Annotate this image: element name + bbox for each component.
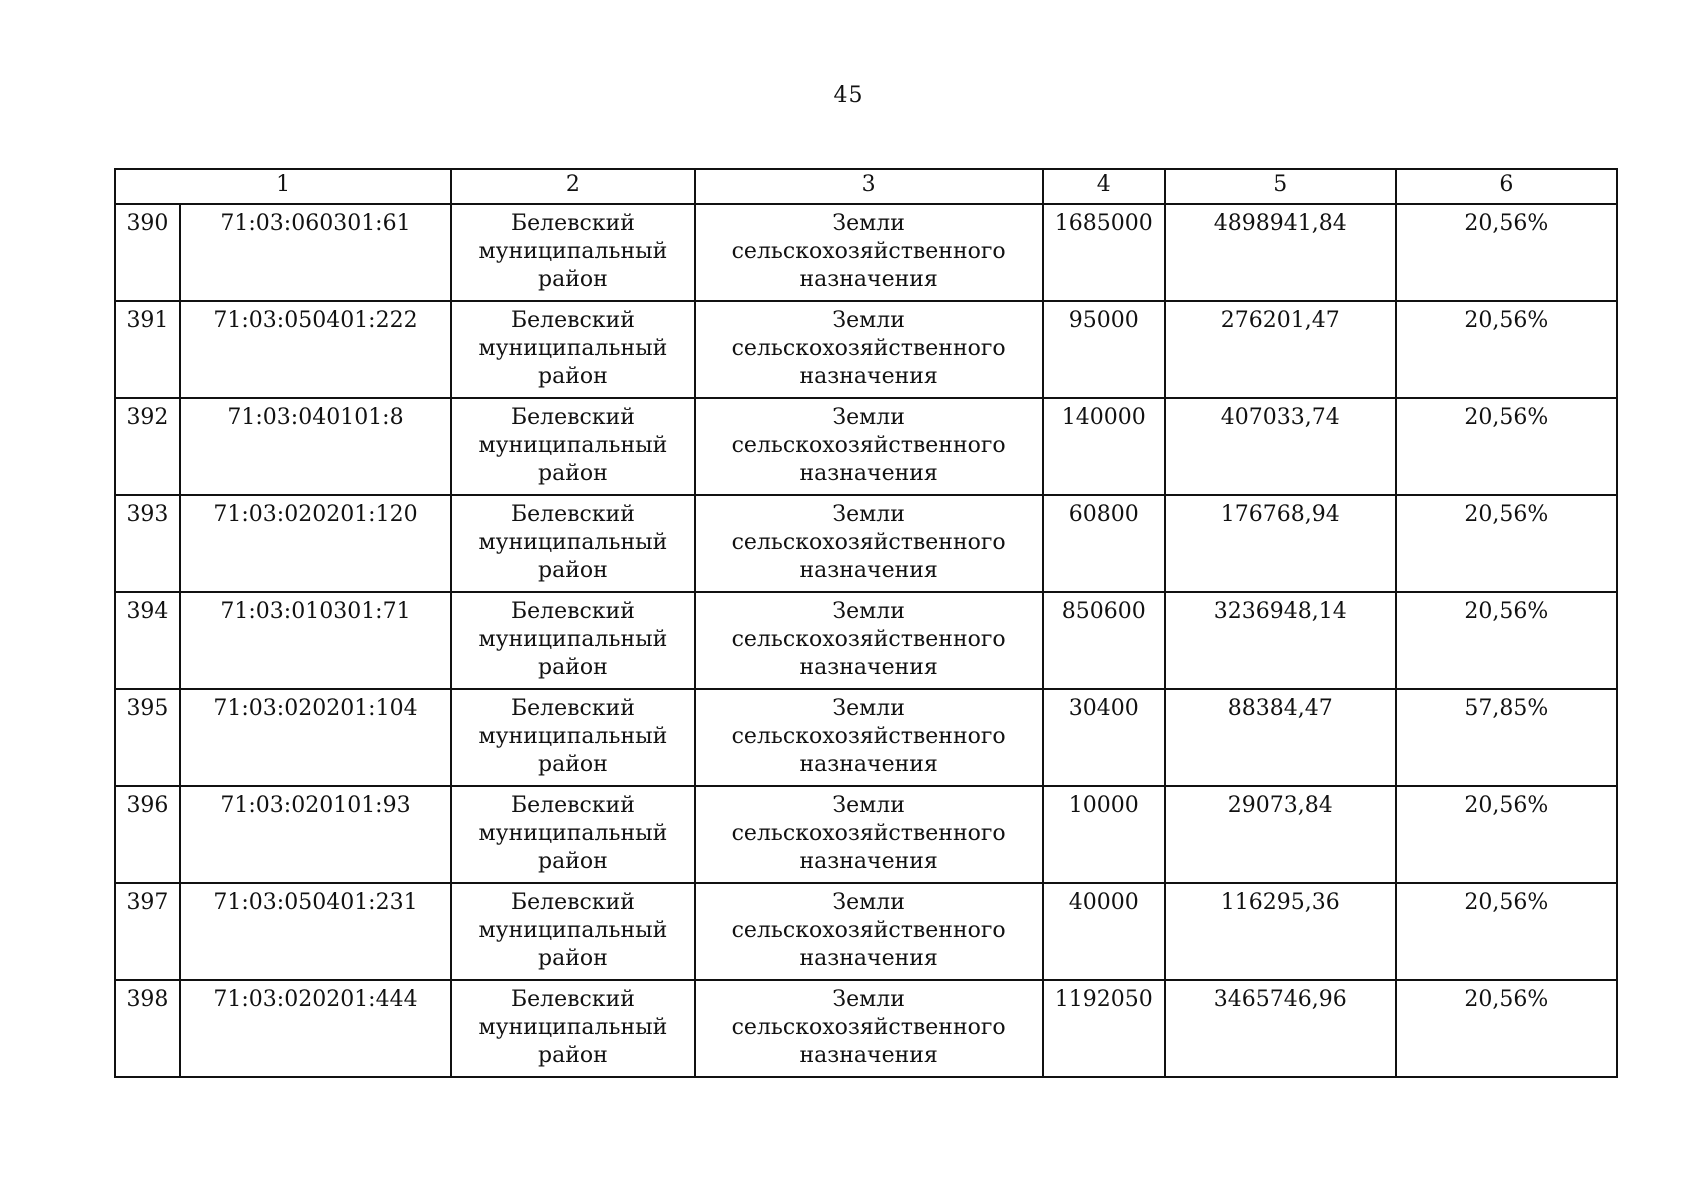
municipality: Белевский муниципальный район <box>451 786 695 883</box>
table-row <box>115 204 1617 301</box>
cadastral-value: 29073,84 <box>1165 786 1396 883</box>
row-number: 398 <box>115 980 180 1077</box>
row-number: 392 <box>115 398 180 495</box>
municipality: Белевский муниципальный район <box>451 980 695 1077</box>
column-header-3: 3 <box>695 169 1043 204</box>
percent: 20,56% <box>1396 204 1617 301</box>
cadastral-number: 71:03:050401:231 <box>180 883 451 980</box>
row-number: 393 <box>115 495 180 592</box>
land-category: Земли сельскохозяйственного назначения <box>695 592 1043 689</box>
municipality: Белевский муниципальный район <box>451 301 695 398</box>
row-number: 394 <box>115 592 180 689</box>
table-row <box>115 786 1617 883</box>
area: 1685000 <box>1043 204 1165 301</box>
cadastral-number: 71:03:020201:120 <box>180 495 451 592</box>
cadastral-number: 71:03:020201:104 <box>180 689 451 786</box>
table-row <box>115 495 1617 592</box>
municipality: Белевский муниципальный район <box>451 592 695 689</box>
page-number: 45 <box>833 83 864 108</box>
land-plots-table <box>114 168 1618 1078</box>
municipality: Белевский муниципальный район <box>451 204 695 301</box>
column-header-6: 6 <box>1396 169 1617 204</box>
column-header-1: 1 <box>115 169 451 204</box>
cadastral-number: 71:03:050401:222 <box>180 301 451 398</box>
cadastral-value: 3236948,14 <box>1165 592 1396 689</box>
cadastral-number: 71:03:040101:8 <box>180 398 451 495</box>
row-number: 396 <box>115 786 180 883</box>
municipality: Белевский муниципальный район <box>451 495 695 592</box>
area: 30400 <box>1043 689 1165 786</box>
cadastral-value: 4898941,84 <box>1165 204 1396 301</box>
row-number: 395 <box>115 689 180 786</box>
column-header-2: 2 <box>451 169 695 204</box>
column-header-5: 5 <box>1165 169 1396 204</box>
table-row <box>115 883 1617 980</box>
table-row <box>115 592 1617 689</box>
cadastral-number: 71:03:060301:61 <box>180 204 451 301</box>
cadastral-number: 71:03:020201:444 <box>180 980 451 1077</box>
percent: 20,56% <box>1396 495 1617 592</box>
table-row <box>115 980 1617 1077</box>
land-category: Земли сельскохозяйственного назначения <box>695 495 1043 592</box>
cadastral-value: 176768,94 <box>1165 495 1396 592</box>
percent: 20,56% <box>1396 398 1617 495</box>
cadastral-number: 71:03:020101:93 <box>180 786 451 883</box>
cadastral-value: 88384,47 <box>1165 689 1396 786</box>
percent: 20,56% <box>1396 883 1617 980</box>
cadastral-value: 407033,74 <box>1165 398 1396 495</box>
land-category: Земли сельскохозяйственного назначения <box>695 883 1043 980</box>
percent: 57,85% <box>1396 689 1617 786</box>
area: 140000 <box>1043 398 1165 495</box>
row-number: 391 <box>115 301 180 398</box>
column-header-4: 4 <box>1043 169 1165 204</box>
land-category: Земли сельскохозяйственного назначения <box>695 689 1043 786</box>
municipality: Белевский муниципальный район <box>451 883 695 980</box>
row-number: 390 <box>115 204 180 301</box>
table-row <box>115 689 1617 786</box>
percent: 20,56% <box>1396 301 1617 398</box>
table-row <box>115 301 1617 398</box>
cadastral-value: 276201,47 <box>1165 301 1396 398</box>
municipality: Белевский муниципальный район <box>451 398 695 495</box>
land-category: Земли сельскохозяйственного назначения <box>695 786 1043 883</box>
land-category: Земли сельскохозяйственного назначения <box>695 301 1043 398</box>
area: 60800 <box>1043 495 1165 592</box>
percent: 20,56% <box>1396 592 1617 689</box>
municipality: Белевский муниципальный район <box>451 689 695 786</box>
land-category: Земли сельскохозяйственного назначения <box>695 398 1043 495</box>
row-number: 397 <box>115 883 180 980</box>
area: 850600 <box>1043 592 1165 689</box>
percent: 20,56% <box>1396 786 1617 883</box>
area: 1192050 <box>1043 980 1165 1077</box>
area: 10000 <box>1043 786 1165 883</box>
land-category: Земли сельскохозяйственного назначения <box>695 204 1043 301</box>
cadastral-number: 71:03:010301:71 <box>180 592 451 689</box>
cadastral-value: 3465746,96 <box>1165 980 1396 1077</box>
table-header-row <box>115 169 1617 204</box>
cadastral-value: 116295,36 <box>1165 883 1396 980</box>
table-row <box>115 398 1617 495</box>
land-category: Земли сельскохозяйственного назначения <box>695 980 1043 1077</box>
percent: 20,56% <box>1396 980 1617 1077</box>
area: 40000 <box>1043 883 1165 980</box>
area: 95000 <box>1043 301 1165 398</box>
